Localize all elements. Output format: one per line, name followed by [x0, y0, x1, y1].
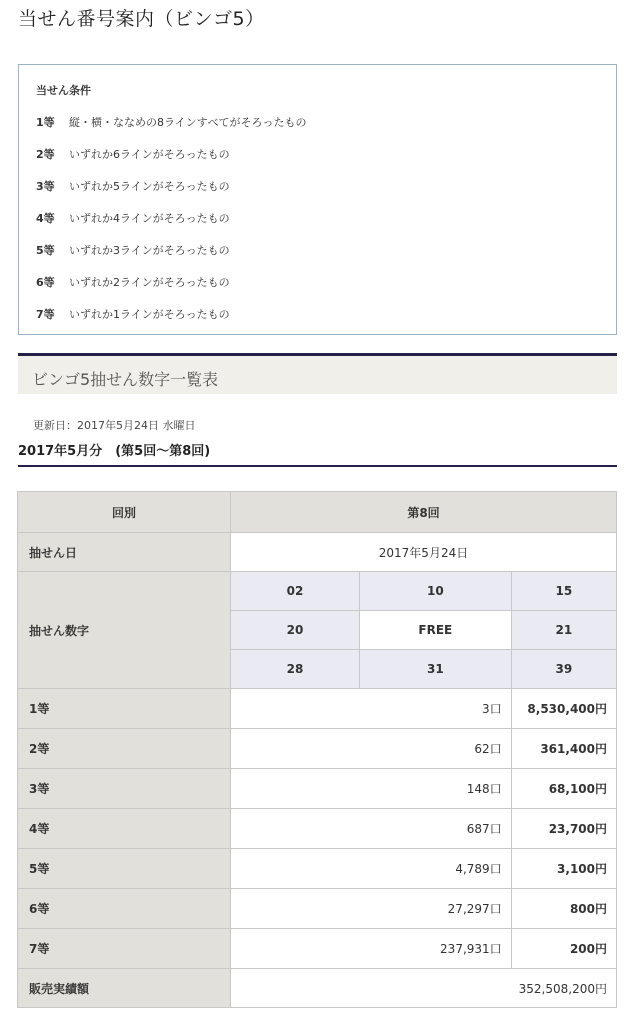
prize-rank: 5等: [18, 849, 231, 889]
divider: [18, 465, 617, 467]
prize-units: 27,297口: [231, 889, 512, 929]
condition-text: いずれか5ラインがそろったもの: [69, 180, 230, 193]
month-heading: 2017年5月分 (第5回〜第8回): [18, 444, 211, 459]
prize-row: [18, 889, 617, 929]
updated-date: 更新日：2017年5月24日 水曜日: [33, 419, 196, 432]
draw-number: 21: [511, 611, 616, 650]
results-table: [17, 491, 617, 1008]
draw-number: 10: [360, 572, 512, 611]
draw-number: 15: [511, 572, 616, 611]
prize-amount: 8,530,400円: [511, 689, 616, 729]
condition-row: [36, 242, 230, 258]
draw-number: 39: [511, 650, 616, 689]
condition-row: [36, 306, 230, 322]
draw-date: 2017年5月24日: [231, 533, 617, 572]
prize-row: [18, 809, 617, 849]
sales-amount: 352,508,200円: [231, 969, 617, 1008]
prize-amount: 23,700円: [511, 809, 616, 849]
page-title: 当せん番号案内（ビンゴ5）: [18, 8, 265, 30]
condition-rank: 1等: [36, 116, 55, 129]
condition-row: [36, 274, 230, 290]
condition-rank: 4等: [36, 212, 55, 225]
header-label: 回別: [18, 492, 231, 533]
prize-units: 3口: [231, 689, 512, 729]
prize-units: 687口: [231, 809, 512, 849]
condition-row: [36, 146, 230, 162]
prize-rank: 6等: [18, 889, 231, 929]
table-header-row: [18, 492, 617, 533]
prize-units: 148口: [231, 769, 512, 809]
prize-rank: 4等: [18, 809, 231, 849]
conditions-heading: 当せん条件: [36, 84, 91, 97]
prize-rank: 1等: [18, 689, 231, 729]
prize-amount: 200円: [511, 929, 616, 969]
round-header: 第8回: [231, 492, 617, 533]
sales-label: 販売実績額: [18, 969, 231, 1008]
condition-text: いずれか3ラインがそろったもの: [69, 244, 230, 257]
draw-date-label: 抽せん日: [18, 533, 231, 572]
condition-rank: 2等: [36, 148, 55, 161]
numbers-label: 抽せん数字: [18, 572, 231, 689]
condition-text: いずれか2ラインがそろったもの: [69, 276, 230, 289]
table-row: [18, 533, 617, 572]
prize-units: 4,789口: [231, 849, 512, 889]
table-row: [18, 572, 617, 611]
condition-text: いずれか1ラインがそろったもの: [69, 308, 230, 321]
condition-row: [36, 114, 306, 130]
prize-row: [18, 769, 617, 809]
condition-text: いずれか4ラインがそろったもの: [69, 212, 230, 225]
prize-rank: 3等: [18, 769, 231, 809]
condition-rank: 7等: [36, 308, 55, 321]
prize-amount: 3,100円: [511, 849, 616, 889]
draw-number: 31: [360, 650, 512, 689]
prize-units: 237,931口: [231, 929, 512, 969]
free-cell: FREE: [360, 611, 512, 650]
condition-row: [36, 178, 230, 194]
prize-amount: 68,100円: [511, 769, 616, 809]
prize-row: [18, 729, 617, 769]
prize-amount: 361,400円: [511, 729, 616, 769]
prize-amount: 800円: [511, 889, 616, 929]
condition-rank: 6等: [36, 276, 55, 289]
conditions-box: [18, 64, 617, 335]
prize-units: 62口: [231, 729, 512, 769]
prize-rank: 7等: [18, 929, 231, 969]
prize-row: [18, 849, 617, 889]
draw-number: 02: [231, 572, 360, 611]
draw-number: 28: [231, 650, 360, 689]
condition-row: [36, 210, 230, 226]
draw-number: 20: [231, 611, 360, 650]
section-title-bar: [18, 353, 617, 394]
condition-rank: 5等: [36, 244, 55, 257]
section-title: ビンゴ5抽せん数字一覧表: [32, 370, 219, 389]
condition-rank: 3等: [36, 180, 55, 193]
condition-text: いずれか6ラインがそろったもの: [69, 148, 230, 161]
condition-text: 縦・横・ななめの8ラインすべてがそろったもの: [69, 116, 307, 129]
sales-row: [18, 969, 617, 1008]
prize-rank: 2等: [18, 729, 231, 769]
prize-row: [18, 689, 617, 729]
prize-row: [18, 929, 617, 969]
